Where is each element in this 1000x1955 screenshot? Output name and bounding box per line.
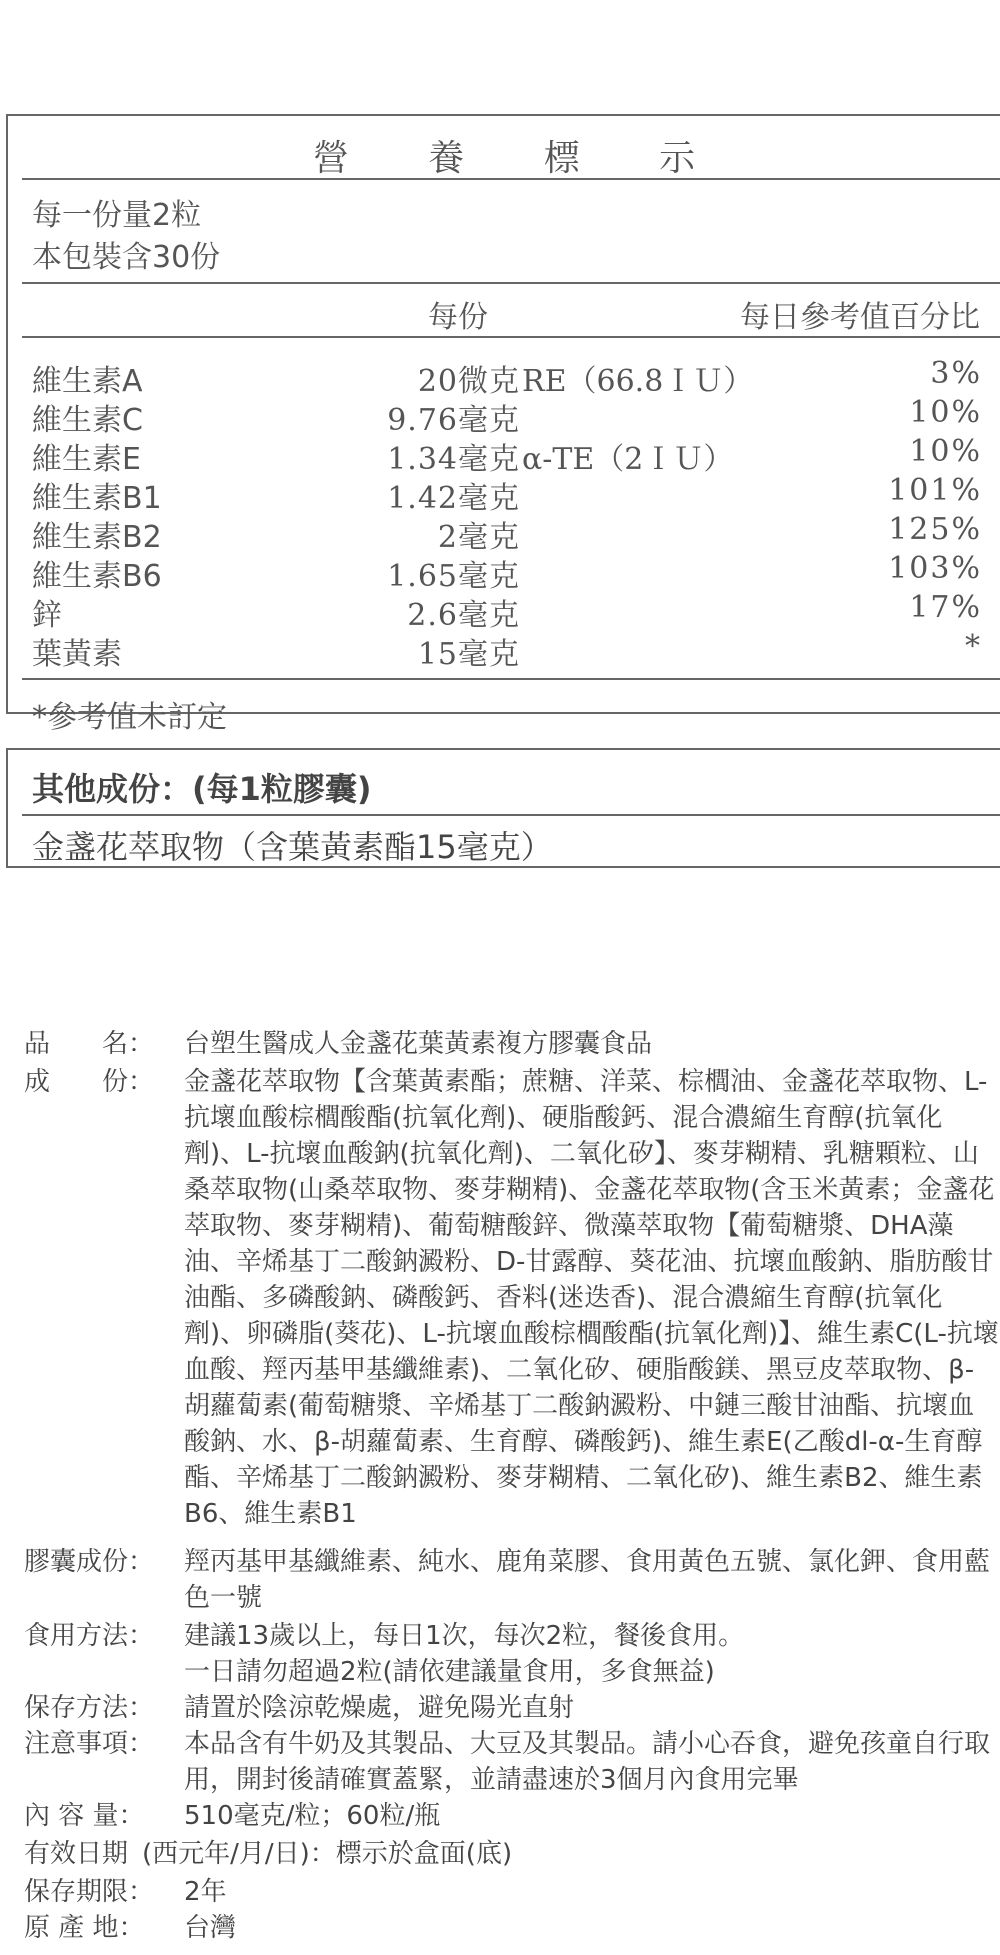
header-daily-percent: 每日參考值百分比 bbox=[740, 300, 980, 335]
nutrient-amount: 9.76毫克 bbox=[387, 403, 520, 438]
info-capsule bbox=[24, 1544, 991, 1616]
divider bbox=[22, 678, 1000, 680]
divider bbox=[22, 814, 1000, 816]
nutrient-percent: * bbox=[965, 629, 982, 664]
nutrient-name: 維生素C bbox=[32, 403, 143, 438]
nutrient-note: α-TE（2ＩＵ） bbox=[522, 442, 734, 477]
nutrient-name: 維生素B2 bbox=[32, 520, 162, 555]
nutrient-row bbox=[32, 356, 992, 399]
nutrient-name: 維生素B6 bbox=[32, 559, 162, 594]
nutrient-percent: 103% bbox=[888, 551, 982, 586]
label-product-name: 品 名： bbox=[24, 1029, 155, 1059]
label-storage: 保存方法： bbox=[24, 1693, 155, 1723]
serving-size: 每一份量2粒 bbox=[32, 198, 202, 233]
label-origin: 原 產 地： bbox=[24, 1913, 145, 1943]
divider bbox=[22, 282, 1000, 284]
value-capsule: 羥丙基甲基纖維素、純水、鹿角菜膠、食用黃色五號、氯化鉀、食用藍色一號 bbox=[184, 1547, 991, 1613]
nutrient-percent: 10% bbox=[909, 395, 982, 430]
value-usage-line1: 建議13歲以上，每日1次，每次2粒，餐後食用。 bbox=[184, 1621, 745, 1651]
label-content: 內 容 量： bbox=[24, 1801, 145, 1831]
nutrient-row bbox=[32, 590, 992, 633]
value-storage: 請置於陰涼乾燥處，避免陽光直射 bbox=[184, 1693, 575, 1723]
info-storage bbox=[24, 1690, 984, 1726]
nutrient-row bbox=[32, 395, 992, 438]
other-ingredients-box bbox=[6, 748, 1000, 868]
nutrient-row bbox=[32, 512, 992, 555]
nutrient-name: 葉黃素 bbox=[32, 637, 122, 672]
label-expiry: 有效日期 bbox=[24, 1839, 129, 1869]
info-product-name bbox=[24, 1026, 984, 1062]
value-origin: 台灣 bbox=[184, 1913, 237, 1943]
nutrient-percent: 17% bbox=[909, 590, 982, 625]
nutrient-amount: 2毫克 bbox=[437, 520, 520, 555]
info-content bbox=[24, 1798, 984, 1834]
value-product-name: 台塑生醫成人金盞花葉黃素複方膠囊食品 bbox=[184, 1029, 653, 1059]
nutrient-percent: 10% bbox=[909, 434, 982, 469]
nutrition-title: 營 養 標 示 bbox=[312, 138, 730, 179]
label-notice: 注意事項： bbox=[24, 1729, 155, 1759]
nutrient-amount: 1.34毫克 bbox=[387, 442, 520, 477]
info-usage bbox=[24, 1618, 984, 1690]
nutrient-percent: 101% bbox=[888, 473, 982, 508]
label-usage: 食用方法： bbox=[24, 1621, 155, 1651]
divider bbox=[22, 178, 1000, 180]
value-usage-line2: 一日請勿超過2粒(請依建議量食用，多食無益) bbox=[184, 1657, 715, 1687]
info-origin bbox=[24, 1910, 984, 1946]
nutrient-amount: 1.65毫克 bbox=[387, 559, 520, 594]
label-ingredients: 成 份： bbox=[24, 1067, 155, 1097]
value-expiry: (西元年/月/日)：標示於盒面(底) bbox=[142, 1839, 513, 1869]
nutrient-name: 維生素B1 bbox=[32, 481, 162, 516]
nutrient-percent: 3% bbox=[930, 356, 982, 391]
header-per-serving: 每份 bbox=[428, 300, 488, 335]
nutrient-amount: 15毫克 bbox=[417, 637, 520, 672]
nutrient-row bbox=[32, 629, 992, 672]
nutrient-name: 鋅 bbox=[32, 598, 62, 633]
nutrient-amount: 1.42毫克 bbox=[387, 481, 520, 516]
other-ingredients-title: 其他成份：(每1粒膠囊) bbox=[32, 770, 372, 808]
nutrition-facts-table bbox=[6, 114, 1000, 735]
value-ingredients: 金盞花萃取物【含葉黃素酯；蔗糖、洋菜、棕櫚油、金盞花萃取物、L-抗壞血酸棕櫚酸酯(抗氧化劑)、硬脂酸鈣、混合濃縮生育醇(抗氧化劑)、L-抗壞血酸鈉(抗氧化劑)、二氧化矽】、麥芽糊精、乳糖顆粒、山桑萃取物(山桑萃取物、麥芽糊精)、金盞花萃取物(含玉米黃素；金盞花萃取物、麥芽糊精)、葡萄糖酸鋅、微藻萃取物【葡萄糖漿、DHA藻油、辛烯基丁二酸鈉澱粉、D-甘露醇、葵花油、抗壞血酸鈉、脂肪酸甘油酯、多磷酸鈉、磷酸鈣、香料(迷迭香)、混合濃縮生育醇(抗氧化劑)、卵磷脂(葵花)、L-抗壞血酸棕櫚酸酯(抗氧化劑)】、維生素C(L-抗壞血酸、羥丙基甲基纖維素)、二氧化矽、硬脂酸鎂、黑豆皮萃取物、β-胡蘿蔔素(葡萄糖漿、辛烯基丁二酸鈉澱粉、中鏈三酸甘油酯、抗壞血酸鈉、水、β-胡蘿蔔素、生育醇、磷酸鈣)、維生素E(乙酸dl-α-生育醇酯、辛烯基丁二酸鈉澱粉、麥芽糊精、二氧化矽)、維生素B2、維生素B6、維生素B1 bbox=[184, 1067, 999, 1529]
value-content: 510毫克/粒；60粒/瓶 bbox=[184, 1801, 441, 1831]
value-notice: 本品含有牛奶及其製品、大豆及其製品。請小心吞食，避免孩童自行取用，開封後請確實蓋緊，並請盡速於3個月內食用完畢 bbox=[184, 1729, 991, 1795]
label-shelf-life: 保存期限： bbox=[24, 1877, 155, 1907]
nutrient-name: 維生素A bbox=[32, 364, 143, 399]
servings-per-pack: 本包裝含30份 bbox=[32, 240, 221, 275]
info-notice bbox=[24, 1726, 991, 1798]
nutrient-percent: 125% bbox=[888, 512, 982, 547]
divider bbox=[22, 336, 1000, 338]
nutrient-row bbox=[32, 434, 992, 477]
info-ingredients bbox=[24, 1064, 999, 1532]
value-shelf-life: 2年 bbox=[184, 1877, 227, 1907]
nutrient-name: 維生素E bbox=[32, 442, 141, 477]
nutrient-row bbox=[32, 473, 992, 516]
nutrient-row bbox=[32, 551, 992, 594]
nutrient-note: RE（66.8ＩＵ） bbox=[522, 364, 754, 399]
footnote: *參考值未訂定 bbox=[32, 700, 227, 735]
nutrient-amount: 20微克 bbox=[417, 364, 520, 399]
other-ingredients-content: 金盞花萃取物（含葉黃素酯15毫克） bbox=[32, 828, 553, 866]
label-capsule: 膠囊成份： bbox=[24, 1547, 155, 1577]
nutrient-amount: 2.6毫克 bbox=[407, 598, 520, 633]
info-expiry bbox=[24, 1836, 984, 1872]
info-shelf-life bbox=[24, 1874, 984, 1910]
